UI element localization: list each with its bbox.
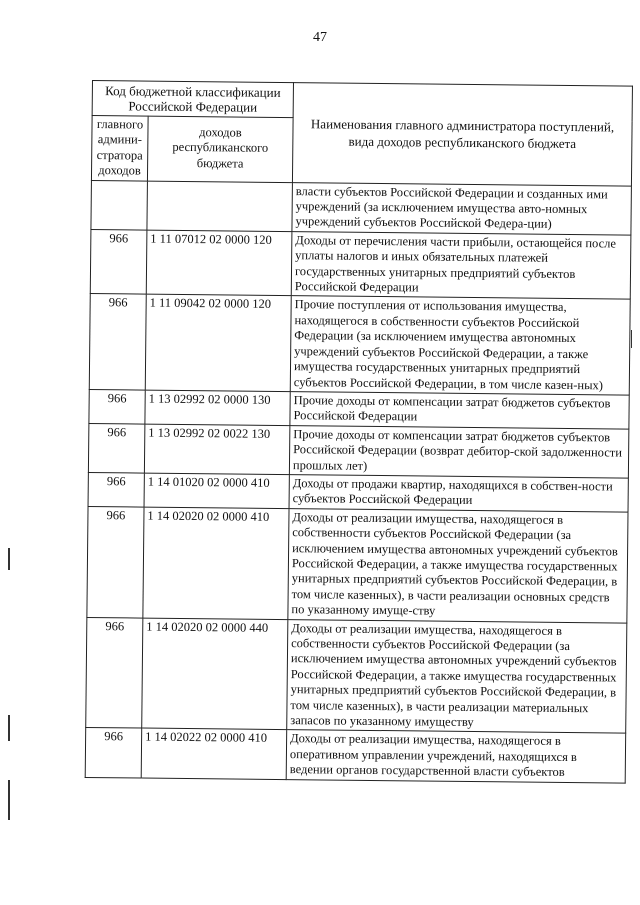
row-admin-code: 966 bbox=[88, 423, 145, 473]
table-row bbox=[88, 472, 628, 511]
row-name: Доходы от продажи квартир, находящихся в собствен-ности субъектов Российской Федерации bbox=[289, 475, 628, 512]
row-income-code: 1 14 02020 02 0000 410 bbox=[143, 507, 289, 619]
table-row bbox=[89, 389, 629, 428]
row-name: Доходы от реализации имущества, находящегося в собственности субъектов Российской Федерации (за исключением имущества автономных учреждений субъектов Российской Федерации, а также имущества государственных унитарных предприятий субъектов Российской Федерации, в том числе казенных), в части реализации материальных запасов по указанному имуществу bbox=[287, 619, 627, 733]
row-admin-code: 966 bbox=[90, 229, 147, 294]
table-row bbox=[87, 506, 628, 622]
row-admin-code bbox=[91, 180, 148, 230]
table-row bbox=[86, 617, 627, 733]
header-name-column: Наименования главного администратора поступлений, вида доходов республиканского бюджета bbox=[292, 83, 632, 186]
row-admin-code: 966 bbox=[89, 389, 145, 423]
row-income-code: 1 11 09042 02 0000 120 bbox=[145, 295, 291, 392]
row-income-code: 1 13 02992 02 0000 130 bbox=[145, 390, 290, 425]
scan-mark-left-2 bbox=[8, 715, 10, 741]
row-income-code: 1 13 02992 02 0022 130 bbox=[144, 424, 290, 475]
table-row bbox=[89, 294, 630, 395]
header-income-column: доходов республиканского бюджета bbox=[147, 116, 293, 182]
row-admin-code: 966 bbox=[86, 617, 143, 728]
row-name: Доходы от перечисления части прибыли, остающейся после уплаты налогов и иных обязательных платежей государственных унитарных предприятий субъектов Российской Федерации bbox=[291, 231, 631, 299]
table-row bbox=[91, 180, 631, 235]
scan-mark-left-3 bbox=[8, 780, 10, 820]
row-name: Прочие доходы от компенсации затрат бюджетов субъектов Российской Федерации (возврат дебитор-ской задолженности прошлых лет) bbox=[289, 425, 628, 478]
scan-mark-right-1 bbox=[631, 330, 632, 348]
table-row bbox=[90, 229, 631, 299]
table-header-row bbox=[92, 81, 632, 122]
page-number: 47 bbox=[313, 30, 327, 45]
row-name: Доходы от реализации имущества, находящегося в собственности субъектов Российской Федерации (за исключением имущества автономных учреждений субъектов Российской Федерации, а также имущества государственных унитарных предприятий субъектов Российской Федерации, в том числе казенных), в части реализации основных средств по указанному имуще-ству bbox=[288, 508, 628, 622]
row-income-code: 1 14 02020 02 0000 440 bbox=[142, 618, 288, 730]
row-income-code: 1 11 07012 02 0000 120 bbox=[146, 230, 292, 296]
row-name: Прочие поступления от использования имущества, находящегося в собственности субъектов Российской Федерации (за исключением имущества автономных учреждений субъектов Российской Федерации, а также имущества государственных унитарных предприятий субъектов Российской Федерации, в том числе казен-ных) bbox=[290, 296, 630, 395]
row-name: Доходы от реализации имущества, находящегося в оперативном управлении учреждений, находящихся в ведении органов государственной власти субъектов bbox=[286, 730, 625, 783]
row-income-code: 1 14 02022 02 0000 410 bbox=[141, 728, 287, 779]
row-admin-code: 966 bbox=[85, 728, 142, 778]
row-income-code bbox=[147, 181, 293, 232]
header-group-title: Код бюджетной классификации Российской Федерации bbox=[92, 81, 293, 118]
scan-mark-left-1 bbox=[8, 548, 10, 570]
row-admin-code: 966 bbox=[89, 294, 146, 390]
row-income-code: 1 14 01020 02 0000 410 bbox=[144, 473, 289, 508]
row-admin-code: 966 bbox=[88, 472, 144, 506]
table-row bbox=[88, 423, 628, 478]
row-name: власти субъектов Российской Федерации и созданных ими учреждений (за исключением имущества авто-номных учреждений субъектов Российской Федера-ции) bbox=[292, 182, 631, 235]
row-name: Прочие доходы от компенсации затрат бюджетов субъектов Российской Федерации bbox=[290, 391, 629, 428]
row-admin-code: 966 bbox=[87, 506, 144, 617]
header-admin-column: главного админи-стратора доходов bbox=[91, 116, 148, 181]
budget-classification-table bbox=[85, 80, 633, 783]
table-row bbox=[85, 728, 625, 783]
